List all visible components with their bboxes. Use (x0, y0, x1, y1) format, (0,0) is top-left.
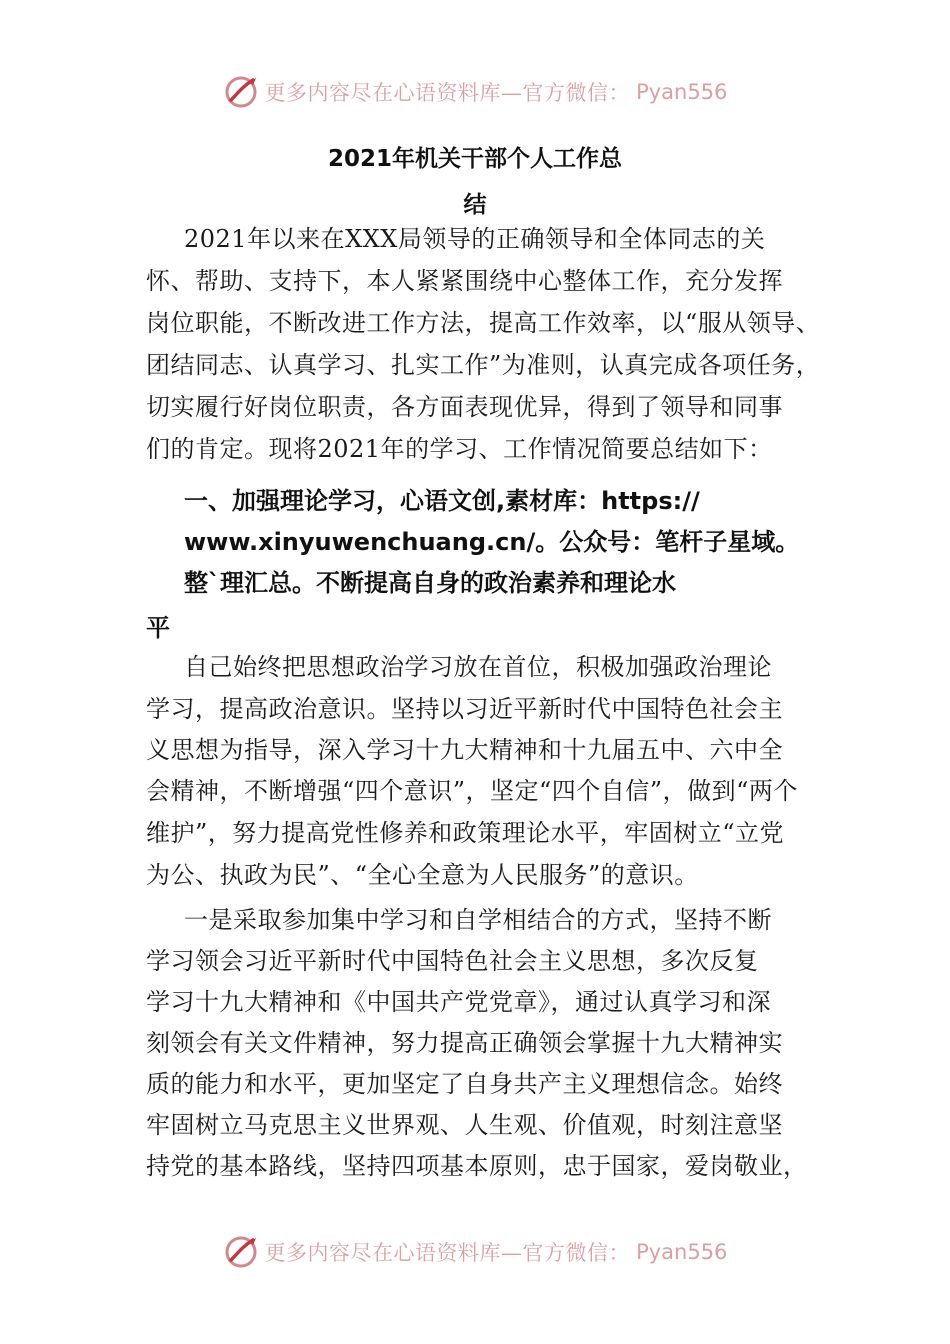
section-heading-line: 平 (146, 614, 170, 642)
paragraph-1-line: 2021年以来在XXX局领导的正确领导和全体同志的关 (184, 225, 766, 253)
paragraph-3-line: 质的能力和水平，更加坚定了自身共产主义理想信念。始终 (146, 1070, 783, 1098)
brand-logo-icon (223, 74, 259, 110)
paragraph-3-line: 持党的基本路线，坚持四项基本原则，忠于国家，爱岗敬业， (146, 1152, 808, 1180)
paragraph-2-line: 为公、执政为民”、“全心全意为人民服务”的意识。 (146, 861, 699, 889)
paragraph-2-line: 维护”，努力提高党性修养和政策理论水平，牢固树立“立党 (146, 819, 785, 847)
footer-watermark (0, 1232, 950, 1272)
paragraph-2-line: 会精神，不断增强“四个意识”，坚定“四个自信”，做到“两个 (146, 777, 798, 805)
watermark-text: 更多内容尽在心语资料库—官方微信： (264, 81, 631, 105)
watermark-wechat-id: Pyan556 (636, 1240, 728, 1264)
paragraph-2-line: 自己始终把思想政治学习放在首位，积极加强政治理论 (184, 653, 772, 681)
section-heading-line: 一、加强理论学习，心语文创,素材库：https:// (184, 487, 700, 515)
watermark-wechat-id: Pyan556 (636, 80, 728, 104)
paragraph-3-line: 学习领会习近平新时代中国特色社会主义思想，多次反复 (146, 947, 759, 975)
document-title-line-1: 2021年机关干部个人工作总 (327, 146, 622, 172)
paragraph-1-line: 切实履行好岗位职责，各方面表现优异，得到了领导和同事 (146, 393, 783, 421)
brand-logo-icon (223, 1234, 259, 1270)
paragraph-3-line: 刻领会有关文件精神，努力提高正确领会掌握十九大精神实 (146, 1029, 783, 1057)
paragraph-3-line: 牢固树立马克思主义世界观、人生观、价值观，时刻注意坚 (146, 1111, 783, 1139)
section-heading-line: 整`理汇总。不断提高自身的政治素养和理论水 (184, 569, 676, 597)
section-heading-line: www.xinyuwenchuang.cn/。公众号：笔杆子星域。 (184, 528, 800, 556)
watermark-text: 更多内容尽在心语资料库—官方微信： (264, 1241, 631, 1265)
paragraph-1-line: 怀、帮助、支持下，本人紧紧围绕中心整体工作，充分发挥 (146, 267, 783, 295)
paragraph-2-line: 义思想为指导，深入学习十九大精神和十九届五中、六中全 (146, 736, 783, 764)
paragraph-3-line: 一是采取参加集中学习和自学相结合的方式，坚持不断 (184, 906, 772, 934)
header-watermark (0, 72, 950, 112)
paragraph-1-line: 团结同志、认真学习、扎实工作”为准则，认真完成各项任务， (146, 351, 821, 379)
paragraph-1-line: 岗位职能，不断改进工作方法，提高工作效率，以“服从领导、 (146, 309, 821, 337)
paragraph-3-line: 学习十九大精神和《中国共产党党章》，通过认真学习和深 (146, 988, 771, 1016)
paragraph-2-line: 学习，提高政治意识。坚持以习近平新时代中国特色社会主 (146, 695, 783, 723)
paragraph-1-line: 们的肯定。现将2021年的学习、工作情况简要总结如下： (146, 435, 773, 463)
document-title-line-2: 结 (463, 192, 487, 218)
